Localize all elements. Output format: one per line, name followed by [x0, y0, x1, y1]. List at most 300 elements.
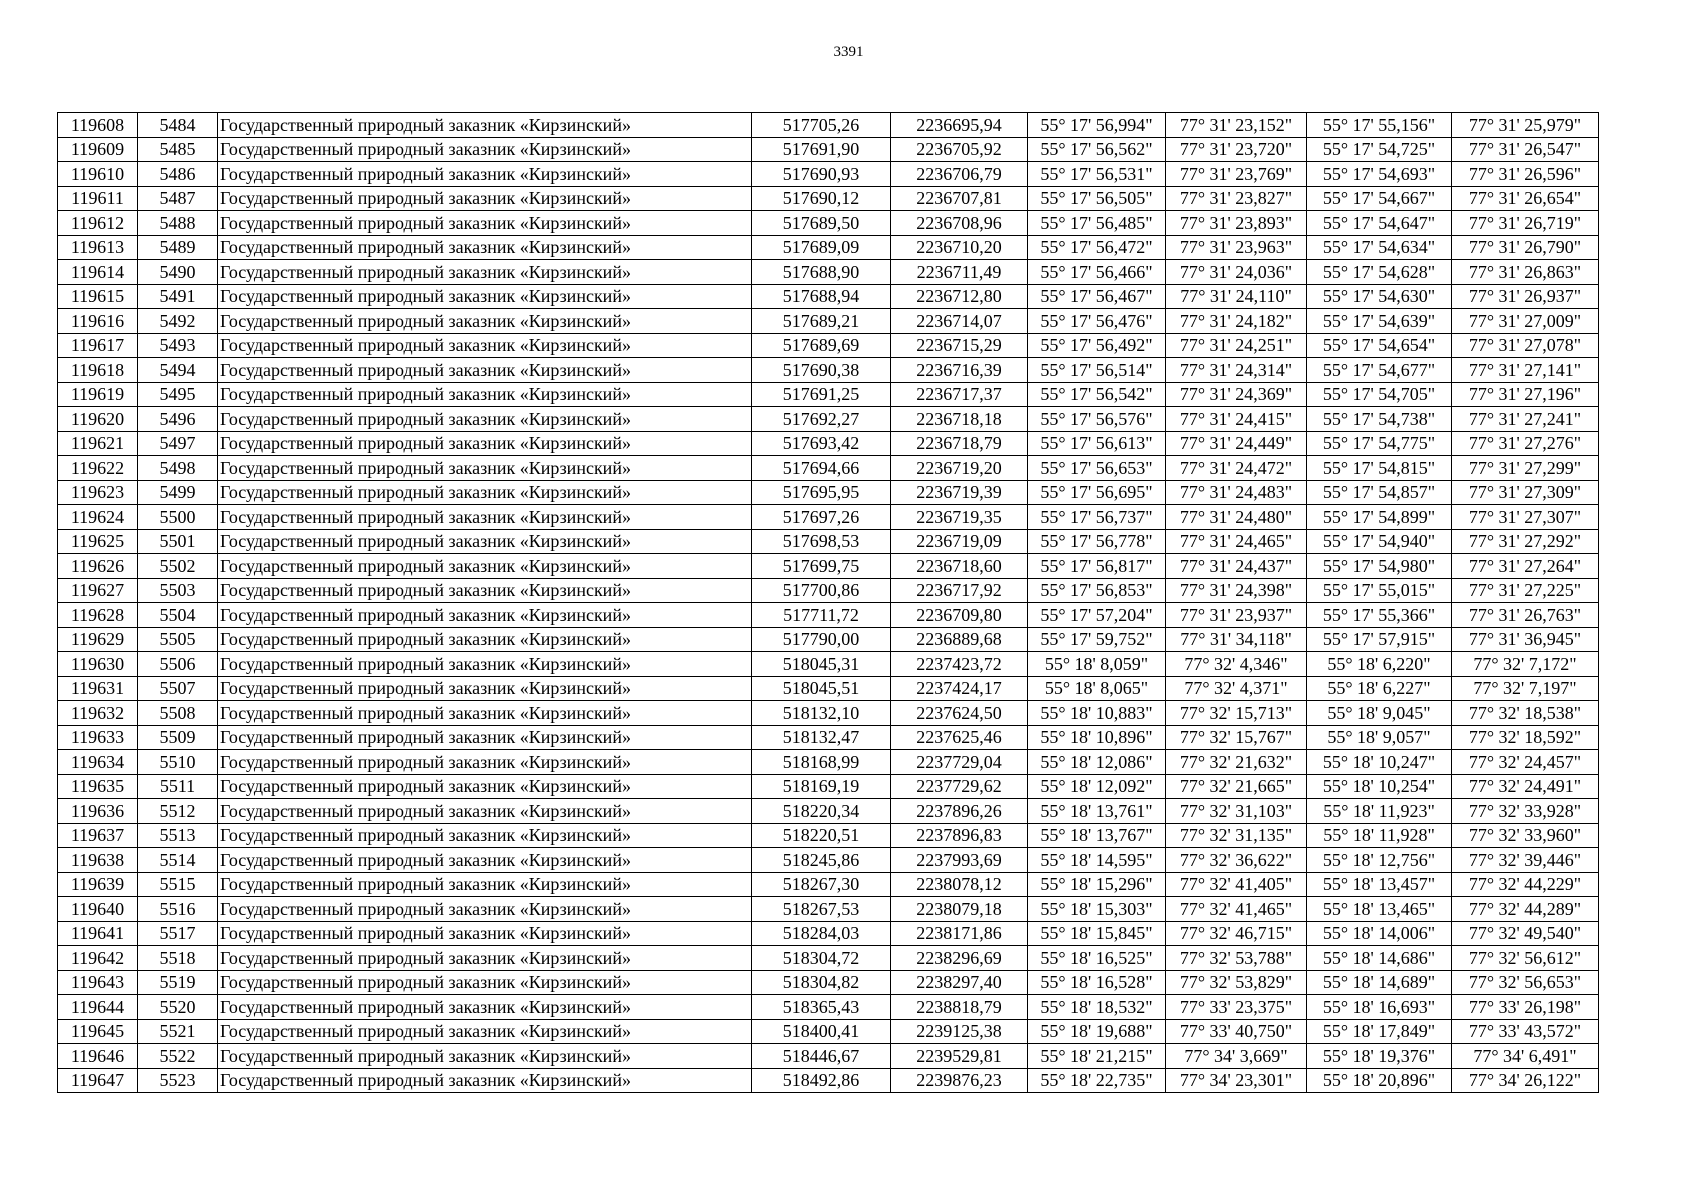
cell-coord-y: 2238079,18	[891, 897, 1028, 922]
cell-coord-y: 2237993,69	[891, 848, 1028, 873]
cell-latitude-wgs: 55° 17' 54,738"	[1307, 407, 1452, 432]
cell-coord-x: 518132,47	[752, 725, 891, 750]
cell-object-name: Государственный природный заказник «Кирзинский»	[218, 358, 752, 383]
cell-point-number: 5497	[138, 431, 218, 456]
cell-latitude-msk: 55° 18' 15,303"	[1028, 897, 1166, 922]
cell-longitude-msk: 77° 31' 24,182"	[1166, 309, 1307, 334]
cell-latitude-wgs: 55° 17' 54,693"	[1307, 162, 1452, 187]
cell-coord-x: 518492,86	[752, 1068, 891, 1093]
cell-longitude-wgs: 77° 31' 26,937"	[1452, 284, 1599, 309]
cell-object-name: Государственный природный заказник «Кирзинский»	[218, 235, 752, 260]
cell-point-number: 5514	[138, 848, 218, 873]
cell-latitude-wgs: 55° 18' 9,045"	[1307, 701, 1452, 726]
table-row	[58, 872, 1599, 897]
cell-point-number: 5485	[138, 137, 218, 162]
cell-latitude-msk: 55° 18' 13,761"	[1028, 799, 1166, 824]
cell-row-id: 119622	[58, 456, 138, 481]
cell-row-id: 119625	[58, 529, 138, 554]
cell-longitude-msk: 77° 31' 23,152"	[1166, 113, 1307, 138]
cell-longitude-msk: 77° 31' 24,036"	[1166, 260, 1307, 285]
cell-latitude-msk: 55° 17' 56,531"	[1028, 162, 1166, 187]
cell-longitude-wgs: 77° 31' 25,979"	[1452, 113, 1599, 138]
cell-point-number: 5487	[138, 186, 218, 211]
cell-row-id: 119614	[58, 260, 138, 285]
cell-longitude-msk: 77° 32' 53,829"	[1166, 970, 1307, 995]
cell-row-id: 119634	[58, 750, 138, 775]
cell-latitude-msk: 55° 17' 56,576"	[1028, 407, 1166, 432]
cell-longitude-msk: 77° 33' 23,375"	[1166, 995, 1307, 1020]
cell-row-id: 119611	[58, 186, 138, 211]
cell-object-name: Государственный природный заказник «Кирзинский»	[218, 676, 752, 701]
cell-longitude-wgs: 77° 31' 27,225"	[1452, 578, 1599, 603]
cell-point-number: 5505	[138, 627, 218, 652]
table-row	[58, 970, 1599, 995]
cell-row-id: 119610	[58, 162, 138, 187]
table-row	[58, 799, 1599, 824]
cell-coord-x: 518169,19	[752, 774, 891, 799]
cell-coord-x: 517711,72	[752, 603, 891, 628]
cell-object-name: Государственный природный заказник «Кирзинский»	[218, 921, 752, 946]
table-body	[58, 113, 1599, 1093]
cell-latitude-wgs: 55° 18' 19,376"	[1307, 1044, 1452, 1069]
cell-coord-x: 517691,25	[752, 382, 891, 407]
cell-latitude-wgs: 55° 17' 55,366"	[1307, 603, 1452, 628]
cell-longitude-wgs: 77° 34' 6,491"	[1452, 1044, 1599, 1069]
cell-coord-y: 2237729,04	[891, 750, 1028, 775]
cell-longitude-wgs: 77° 32' 7,172"	[1452, 652, 1599, 677]
cell-latitude-msk: 55° 18' 14,595"	[1028, 848, 1166, 873]
cell-row-id: 119617	[58, 333, 138, 358]
cell-row-id: 119644	[58, 995, 138, 1020]
cell-longitude-wgs: 77° 32' 33,960"	[1452, 823, 1599, 848]
cell-longitude-wgs: 77° 32' 33,928"	[1452, 799, 1599, 824]
cell-longitude-wgs: 77° 31' 27,299"	[1452, 456, 1599, 481]
cell-longitude-msk: 77° 31' 24,110"	[1166, 284, 1307, 309]
cell-longitude-wgs: 77° 33' 26,198"	[1452, 995, 1599, 1020]
table-row	[58, 480, 1599, 505]
cell-latitude-wgs: 55° 18' 17,849"	[1307, 1019, 1452, 1044]
cell-row-id: 119626	[58, 554, 138, 579]
cell-coord-y: 2236712,80	[891, 284, 1028, 309]
cell-coord-y: 2236711,49	[891, 260, 1028, 285]
cell-longitude-wgs: 77° 31' 27,078"	[1452, 333, 1599, 358]
cell-coord-x: 517790,00	[752, 627, 891, 652]
cell-latitude-msk: 55° 17' 57,204"	[1028, 603, 1166, 628]
cell-point-number: 5506	[138, 652, 218, 677]
cell-longitude-wgs: 77° 31' 27,292"	[1452, 529, 1599, 554]
cell-point-number: 5517	[138, 921, 218, 946]
cell-object-name: Государственный природный заказник «Кирзинский»	[218, 382, 752, 407]
cell-point-number: 5492	[138, 309, 218, 334]
cell-latitude-wgs: 55° 18' 14,689"	[1307, 970, 1452, 995]
cell-point-number: 5484	[138, 113, 218, 138]
cell-coord-y: 2237625,46	[891, 725, 1028, 750]
cell-latitude-wgs: 55° 17' 54,899"	[1307, 505, 1452, 530]
cell-longitude-msk: 77° 31' 23,769"	[1166, 162, 1307, 187]
cell-latitude-msk: 55° 18' 8,065"	[1028, 676, 1166, 701]
cell-coord-y: 2236719,20	[891, 456, 1028, 481]
cell-coord-x: 517690,12	[752, 186, 891, 211]
cell-longitude-msk: 77° 32' 53,788"	[1166, 946, 1307, 971]
cell-latitude-wgs: 55° 17' 54,628"	[1307, 260, 1452, 285]
cell-point-number: 5499	[138, 480, 218, 505]
cell-longitude-msk: 77° 31' 24,449"	[1166, 431, 1307, 456]
cell-latitude-msk: 55° 17' 56,542"	[1028, 382, 1166, 407]
cell-longitude-msk: 77° 31' 23,963"	[1166, 235, 1307, 260]
cell-object-name: Государственный природный заказник «Кирзинский»	[218, 162, 752, 187]
cell-latitude-wgs: 55° 17' 54,815"	[1307, 456, 1452, 481]
cell-latitude-wgs: 55° 17' 54,630"	[1307, 284, 1452, 309]
cell-object-name: Государственный природный заказник «Кирзинский»	[218, 1068, 752, 1093]
cell-object-name: Государственный природный заказник «Кирзинский»	[218, 603, 752, 628]
cell-longitude-msk: 77° 33' 40,750"	[1166, 1019, 1307, 1044]
cell-latitude-wgs: 55° 18' 14,006"	[1307, 921, 1452, 946]
cell-latitude-msk: 55° 17' 56,467"	[1028, 284, 1166, 309]
cell-latitude-msk: 55° 17' 56,476"	[1028, 309, 1166, 334]
table-row	[58, 113, 1599, 138]
cell-longitude-msk: 77° 31' 24,314"	[1166, 358, 1307, 383]
table-row	[58, 431, 1599, 456]
cell-longitude-wgs: 77° 32' 7,197"	[1452, 676, 1599, 701]
cell-coord-y: 2236889,68	[891, 627, 1028, 652]
cell-latitude-wgs: 55° 18' 9,057"	[1307, 725, 1452, 750]
cell-latitude-wgs: 55° 17' 54,705"	[1307, 382, 1452, 407]
cell-latitude-wgs: 55° 17' 55,015"	[1307, 578, 1452, 603]
cell-row-id: 119615	[58, 284, 138, 309]
table-row	[58, 921, 1599, 946]
cell-coord-x: 517689,09	[752, 235, 891, 260]
cell-latitude-wgs: 55° 18' 14,686"	[1307, 946, 1452, 971]
cell-coord-y: 2236709,80	[891, 603, 1028, 628]
cell-longitude-msk: 77° 32' 4,346"	[1166, 652, 1307, 677]
cell-coord-x: 518220,34	[752, 799, 891, 824]
cell-object-name: Государственный природный заказник «Кирзинский»	[218, 750, 752, 775]
cell-coord-y: 2236706,79	[891, 162, 1028, 187]
cell-coord-y: 2238818,79	[891, 995, 1028, 1020]
cell-object-name: Государственный природный заказник «Кирзинский»	[218, 505, 752, 530]
cell-longitude-wgs: 77° 31' 36,945"	[1452, 627, 1599, 652]
cell-object-name: Государственный природный заказник «Кирзинский»	[218, 774, 752, 799]
cell-point-number: 5494	[138, 358, 218, 383]
cell-coord-x: 517690,38	[752, 358, 891, 383]
cell-point-number: 5507	[138, 676, 218, 701]
cell-latitude-wgs: 55° 17' 54,775"	[1307, 431, 1452, 456]
cell-coord-x: 518267,53	[752, 897, 891, 922]
cell-coord-x: 517694,66	[752, 456, 891, 481]
cell-latitude-msk: 55° 18' 12,086"	[1028, 750, 1166, 775]
table-row	[58, 701, 1599, 726]
cell-latitude-msk: 55° 18' 18,532"	[1028, 995, 1166, 1020]
table-row	[58, 774, 1599, 799]
cell-latitude-wgs: 55° 17' 54,667"	[1307, 186, 1452, 211]
cell-longitude-wgs: 77° 32' 56,653"	[1452, 970, 1599, 995]
table-row	[58, 603, 1599, 628]
cell-object-name: Государственный природный заказник «Кирзинский»	[218, 1019, 752, 1044]
cell-longitude-msk: 77° 31' 24,251"	[1166, 333, 1307, 358]
cell-longitude-msk: 77° 31' 23,937"	[1166, 603, 1307, 628]
cell-latitude-msk: 55° 17' 56,472"	[1028, 235, 1166, 260]
cell-object-name: Государственный природный заказник «Кирзинский»	[218, 456, 752, 481]
cell-latitude-msk: 55° 17' 59,752"	[1028, 627, 1166, 652]
cell-point-number: 5521	[138, 1019, 218, 1044]
cell-longitude-msk: 77° 32' 41,465"	[1166, 897, 1307, 922]
cell-longitude-msk: 77° 31' 23,827"	[1166, 186, 1307, 211]
cell-coord-y: 2236708,96	[891, 211, 1028, 236]
table-row	[58, 652, 1599, 677]
cell-coord-x: 517698,53	[752, 529, 891, 554]
cell-latitude-wgs: 55° 18' 10,247"	[1307, 750, 1452, 775]
table-row	[58, 1068, 1599, 1093]
table-row	[58, 676, 1599, 701]
cell-point-number: 5493	[138, 333, 218, 358]
table-row	[58, 211, 1599, 236]
cell-coord-x: 517690,93	[752, 162, 891, 187]
cell-longitude-msk: 77° 31' 24,415"	[1166, 407, 1307, 432]
cell-latitude-wgs: 55° 18' 13,457"	[1307, 872, 1452, 897]
cell-coord-x: 517697,26	[752, 505, 891, 530]
cell-longitude-wgs: 77° 31' 26,547"	[1452, 137, 1599, 162]
cell-row-id: 119639	[58, 872, 138, 897]
cell-longitude-wgs: 77° 31' 27,276"	[1452, 431, 1599, 456]
cell-object-name: Государственный природный заказник «Кирзинский»	[218, 701, 752, 726]
cell-latitude-wgs: 55° 18' 11,928"	[1307, 823, 1452, 848]
cell-coord-x: 517689,69	[752, 333, 891, 358]
cell-latitude-wgs: 55° 18' 11,923"	[1307, 799, 1452, 824]
cell-latitude-msk: 55° 18' 19,688"	[1028, 1019, 1166, 1044]
cell-coord-y: 2236719,35	[891, 505, 1028, 530]
cell-coord-y: 2236716,39	[891, 358, 1028, 383]
cell-object-name: Государственный природный заказник «Кирзинский»	[218, 260, 752, 285]
cell-point-number: 5488	[138, 211, 218, 236]
cell-longitude-msk: 77° 32' 31,135"	[1166, 823, 1307, 848]
cell-longitude-msk: 77° 32' 21,665"	[1166, 774, 1307, 799]
cell-coord-x: 518245,86	[752, 848, 891, 873]
cell-coord-y: 2236718,18	[891, 407, 1028, 432]
cell-coord-x: 517691,90	[752, 137, 891, 162]
cell-longitude-msk: 77° 34' 3,669"	[1166, 1044, 1307, 1069]
cell-object-name: Государственный природный заказник «Кирзинский»	[218, 407, 752, 432]
cell-object-name: Государственный природный заказник «Кирзинский»	[218, 137, 752, 162]
cell-longitude-wgs: 77° 34' 26,122"	[1452, 1068, 1599, 1093]
page-number: 3391	[833, 44, 864, 60]
cell-longitude-msk: 77° 31' 24,483"	[1166, 480, 1307, 505]
cell-object-name: Государственный природный заказник «Кирзинский»	[218, 480, 752, 505]
cell-object-name: Государственный природный заказник «Кирзинский»	[218, 431, 752, 456]
cell-latitude-msk: 55° 17' 56,485"	[1028, 211, 1166, 236]
cell-latitude-wgs: 55° 17' 54,654"	[1307, 333, 1452, 358]
cell-longitude-msk: 77° 31' 24,480"	[1166, 505, 1307, 530]
cell-coord-y: 2236719,39	[891, 480, 1028, 505]
cell-coord-y: 2236695,94	[891, 113, 1028, 138]
cell-longitude-wgs: 77° 32' 18,538"	[1452, 701, 1599, 726]
cell-row-id: 119637	[58, 823, 138, 848]
cell-row-id: 119628	[58, 603, 138, 628]
table-row	[58, 162, 1599, 187]
cell-coord-x: 517689,50	[752, 211, 891, 236]
cell-coord-x: 518365,43	[752, 995, 891, 1020]
table-row	[58, 333, 1599, 358]
cell-latitude-msk: 55° 17' 56,613"	[1028, 431, 1166, 456]
cell-row-id: 119618	[58, 358, 138, 383]
table-row	[58, 382, 1599, 407]
cell-longitude-wgs: 77° 32' 18,592"	[1452, 725, 1599, 750]
cell-latitude-msk: 55° 17' 56,492"	[1028, 333, 1166, 358]
table-row	[58, 407, 1599, 432]
cell-longitude-wgs: 77° 32' 24,457"	[1452, 750, 1599, 775]
cell-row-id: 119638	[58, 848, 138, 873]
table-row	[58, 750, 1599, 775]
cell-coord-y: 2237729,62	[891, 774, 1028, 799]
cell-coord-x: 518284,03	[752, 921, 891, 946]
cell-longitude-wgs: 77° 32' 49,540"	[1452, 921, 1599, 946]
cell-latitude-msk: 55° 18' 8,059"	[1028, 652, 1166, 677]
cell-longitude-msk: 77° 31' 24,472"	[1166, 456, 1307, 481]
cell-longitude-msk: 77° 32' 21,632"	[1166, 750, 1307, 775]
cell-longitude-msk: 77° 31' 24,369"	[1166, 382, 1307, 407]
cell-point-number: 5519	[138, 970, 218, 995]
table-row	[58, 456, 1599, 481]
cell-object-name: Государственный природный заказник «Кирзинский»	[218, 995, 752, 1020]
cell-latitude-wgs: 55° 17' 57,915"	[1307, 627, 1452, 652]
cell-latitude-msk: 55° 18' 21,215"	[1028, 1044, 1166, 1069]
cell-object-name: Государственный природный заказник «Кирзинский»	[218, 725, 752, 750]
cell-row-id: 119608	[58, 113, 138, 138]
cell-longitude-wgs: 77° 33' 43,572"	[1452, 1019, 1599, 1044]
cell-latitude-wgs: 55° 17' 54,677"	[1307, 358, 1452, 383]
cell-longitude-msk: 77° 32' 46,715"	[1166, 921, 1307, 946]
cell-coord-x: 518132,10	[752, 701, 891, 726]
cell-point-number: 5508	[138, 701, 218, 726]
cell-longitude-msk: 77° 31' 34,118"	[1166, 627, 1307, 652]
cell-longitude-msk: 77° 32' 31,103"	[1166, 799, 1307, 824]
cell-point-number: 5503	[138, 578, 218, 603]
cell-object-name: Государственный природный заказник «Кирзинский»	[218, 554, 752, 579]
cell-longitude-wgs: 77° 31' 26,596"	[1452, 162, 1599, 187]
cell-coord-x: 517689,21	[752, 309, 891, 334]
cell-coord-y: 2236717,37	[891, 382, 1028, 407]
cell-point-number: 5504	[138, 603, 218, 628]
cell-latitude-msk: 55° 18' 10,883"	[1028, 701, 1166, 726]
cell-latitude-msk: 55° 18' 22,735"	[1028, 1068, 1166, 1093]
cell-point-number: 5509	[138, 725, 218, 750]
cell-object-name: Государственный природный заказник «Кирзинский»	[218, 799, 752, 824]
cell-coord-x: 517695,95	[752, 480, 891, 505]
cell-coord-x: 518168,99	[752, 750, 891, 775]
cell-point-number: 5523	[138, 1068, 218, 1093]
cell-latitude-msk: 55° 17' 56,695"	[1028, 480, 1166, 505]
cell-point-number: 5518	[138, 946, 218, 971]
cell-coord-y: 2236717,92	[891, 578, 1028, 603]
cell-longitude-wgs: 77° 32' 44,289"	[1452, 897, 1599, 922]
cell-longitude-msk: 77° 32' 41,405"	[1166, 872, 1307, 897]
cell-longitude-msk: 77° 31' 23,893"	[1166, 211, 1307, 236]
cell-point-number: 5520	[138, 995, 218, 1020]
table-row	[58, 358, 1599, 383]
table-row	[58, 823, 1599, 848]
cell-point-number: 5498	[138, 456, 218, 481]
cell-object-name: Государственный природный заказник «Кирзинский»	[218, 113, 752, 138]
table-row	[58, 235, 1599, 260]
cell-point-number: 5501	[138, 529, 218, 554]
cell-row-id: 119621	[58, 431, 138, 456]
cell-object-name: Государственный природный заказник «Кирзинский»	[218, 529, 752, 554]
cell-longitude-msk: 77° 32' 36,622"	[1166, 848, 1307, 873]
cell-object-name: Государственный природный заказник «Кирзинский»	[218, 309, 752, 334]
table-row	[58, 725, 1599, 750]
cell-longitude-wgs: 77° 31' 27,307"	[1452, 505, 1599, 530]
cell-longitude-msk: 77° 32' 15,713"	[1166, 701, 1307, 726]
cell-coord-y: 2237424,17	[891, 676, 1028, 701]
cell-coord-x: 517693,42	[752, 431, 891, 456]
cell-longitude-msk: 77° 31' 24,398"	[1166, 578, 1307, 603]
cell-row-id: 119619	[58, 382, 138, 407]
cell-longitude-wgs: 77° 31' 26,763"	[1452, 603, 1599, 628]
cell-latitude-wgs: 55° 18' 13,465"	[1307, 897, 1452, 922]
cell-row-id: 119612	[58, 211, 138, 236]
cell-row-id: 119646	[58, 1044, 138, 1069]
cell-point-number: 5491	[138, 284, 218, 309]
cell-latitude-msk: 55° 17' 56,994"	[1028, 113, 1166, 138]
cell-longitude-msk: 77° 31' 24,437"	[1166, 554, 1307, 579]
cell-row-id: 119645	[58, 1019, 138, 1044]
cell-coord-y: 2237624,50	[891, 701, 1028, 726]
cell-row-id: 119643	[58, 970, 138, 995]
cell-object-name: Государственный природный заказник «Кирзинский»	[218, 872, 752, 897]
cell-coord-y: 2238296,69	[891, 946, 1028, 971]
cell-point-number: 5515	[138, 872, 218, 897]
cell-row-id: 119623	[58, 480, 138, 505]
cell-longitude-wgs: 77° 31' 27,009"	[1452, 309, 1599, 334]
cell-longitude-wgs: 77° 31' 27,196"	[1452, 382, 1599, 407]
cell-coord-x: 518304,82	[752, 970, 891, 995]
cell-coord-x: 518045,31	[752, 652, 891, 677]
cell-latitude-msk: 55° 18' 12,092"	[1028, 774, 1166, 799]
cell-row-id: 119642	[58, 946, 138, 971]
cell-latitude-msk: 55° 18' 15,845"	[1028, 921, 1166, 946]
cell-coord-x: 518045,51	[752, 676, 891, 701]
cell-object-name: Государственный природный заказник «Кирзинский»	[218, 652, 752, 677]
cell-longitude-wgs: 77° 31' 26,790"	[1452, 235, 1599, 260]
cell-longitude-wgs: 77° 31' 26,654"	[1452, 186, 1599, 211]
cell-latitude-wgs: 55° 17' 54,980"	[1307, 554, 1452, 579]
cell-object-name: Государственный природный заказник «Кирзинский»	[218, 848, 752, 873]
cell-point-number: 5522	[138, 1044, 218, 1069]
cell-coord-x: 517692,27	[752, 407, 891, 432]
cell-coord-y: 2236710,20	[891, 235, 1028, 260]
cell-coord-x: 517700,86	[752, 578, 891, 603]
cell-longitude-wgs: 77° 32' 24,491"	[1452, 774, 1599, 799]
cell-object-name: Государственный природный заказник «Кирзинский»	[218, 578, 752, 603]
cell-latitude-msk: 55° 18' 16,528"	[1028, 970, 1166, 995]
table-row	[58, 578, 1599, 603]
cell-latitude-wgs: 55° 17' 54,940"	[1307, 529, 1452, 554]
cell-longitude-wgs: 77° 32' 39,446"	[1452, 848, 1599, 873]
cell-row-id: 119609	[58, 137, 138, 162]
table-row	[58, 505, 1599, 530]
table-row	[58, 627, 1599, 652]
table-row	[58, 309, 1599, 334]
cell-row-id: 119630	[58, 652, 138, 677]
cell-row-id: 119635	[58, 774, 138, 799]
cell-longitude-wgs: 77° 32' 56,612"	[1452, 946, 1599, 971]
cell-latitude-wgs: 55° 17' 55,156"	[1307, 113, 1452, 138]
cell-coord-x: 518304,72	[752, 946, 891, 971]
cell-coord-y: 2237896,83	[891, 823, 1028, 848]
cell-longitude-msk: 77° 32' 15,767"	[1166, 725, 1307, 750]
table-row	[58, 1044, 1599, 1069]
cell-row-id: 119627	[58, 578, 138, 603]
cell-object-name: Государственный природный заказник «Кирзинский»	[218, 284, 752, 309]
